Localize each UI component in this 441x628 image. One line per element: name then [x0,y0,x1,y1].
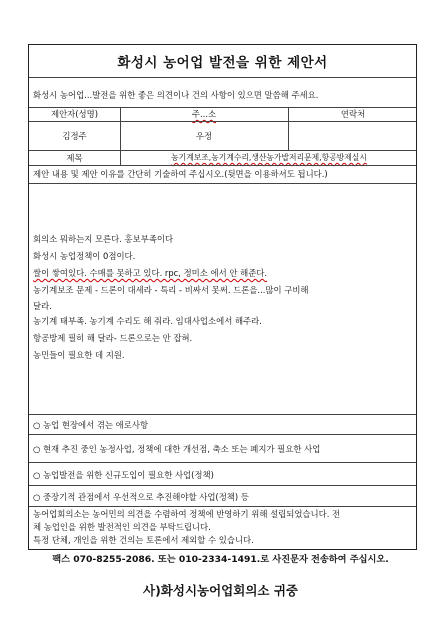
signature: 사)화성시농어업회의소 귀중 [143,583,298,598]
divider [29,462,416,463]
value-contact [288,121,418,150]
instruction-text: 제안 내용 및 제안 이유를 간단히 기술하여 주십시오.(뒷면을 이용하셔도 됩니다.) [33,169,328,179]
section-item: ○ 농업 현장에서 겪는 애로사항 [33,420,149,430]
section-item: ○ 중장기적 관점에서 우선적으로 추진해야할 사업(정책) 등 [33,492,249,502]
body-line: 회의소 뭐하는지 모른다. 홍보부족이다 [33,234,174,244]
proposal-body [33,231,413,364]
fax-instruction: 팩스 070-8255-2086. 또는 010-2334-1491.로 사진문자 전송하여 주십시오. [52,554,389,565]
value-name: 김정주 [62,130,87,141]
body-line: 달라. [33,301,52,311]
notice-line: 체 농업인을 위한 발전적인 의견을 부탁드립니다. [33,522,211,532]
notice-block [33,508,415,547]
value-proposer: 주...소 [191,109,217,119]
divider [29,165,416,166]
body-line: 농민들이 필요한 데 지원. [33,350,125,360]
divider [29,414,416,415]
value-group: 우정 [195,130,213,141]
proposal-form [28,44,417,550]
divider [29,485,416,486]
section-item: ○ 농업발전을 위한 신규도입이 필요한 사업(정책) [33,470,214,480]
divider [29,434,416,435]
body-line: 항공방제 필히 해 달라- 드론으로는 안 잡혀. [33,333,193,343]
body-line: 쌀이 쌓여있다. 수매를 못하고 있다. rpc, 정미소 에서 안 해준다. [33,268,268,278]
label-proposer: 제안자(성명) [51,109,98,119]
divider [29,183,416,184]
notice-line: 농어업회의소는 농어민의 의견을 수렴하여 정책에 반영하기 위해 설립되었습니다. 전 [33,509,341,519]
divider [29,77,416,78]
intro-text: 화성시 농어업...발전을 위한 좋은 의견이나 건의 사항이 있으면 말씀해 주세요. [33,90,319,100]
section-item: ○ 현재 추진 중인 농정사업, 정책에 대한 개선점, 축소 또는 폐지가 필요한 사업 [33,444,321,454]
value-subject: 농기계보조,농기계수리,생산농가밥저리문제,항공방제실시 [171,153,367,162]
body-line: 농기계 태부족. 농기계 수리도 해 줘라. 임대사업소에서 해주라. [33,316,262,326]
form-title: 화성시 농어업 발전을 위한 제안서 [117,55,328,71]
body-line: 농기계보조 문제 - 드론이 대세라 - 특리 - 비싸서 못써. 드론을...많이 구비해 [33,285,309,295]
label-contact: 연락처 [340,109,366,119]
body-line: 화성시 농업정책이 0점이다. [33,251,136,261]
divider [29,506,416,507]
notice-line: 특정 단체, 개인을 위한 건의는 토론에서 제외할 수 있습니다. [33,535,254,545]
label-subject: 제목 [66,152,83,163]
